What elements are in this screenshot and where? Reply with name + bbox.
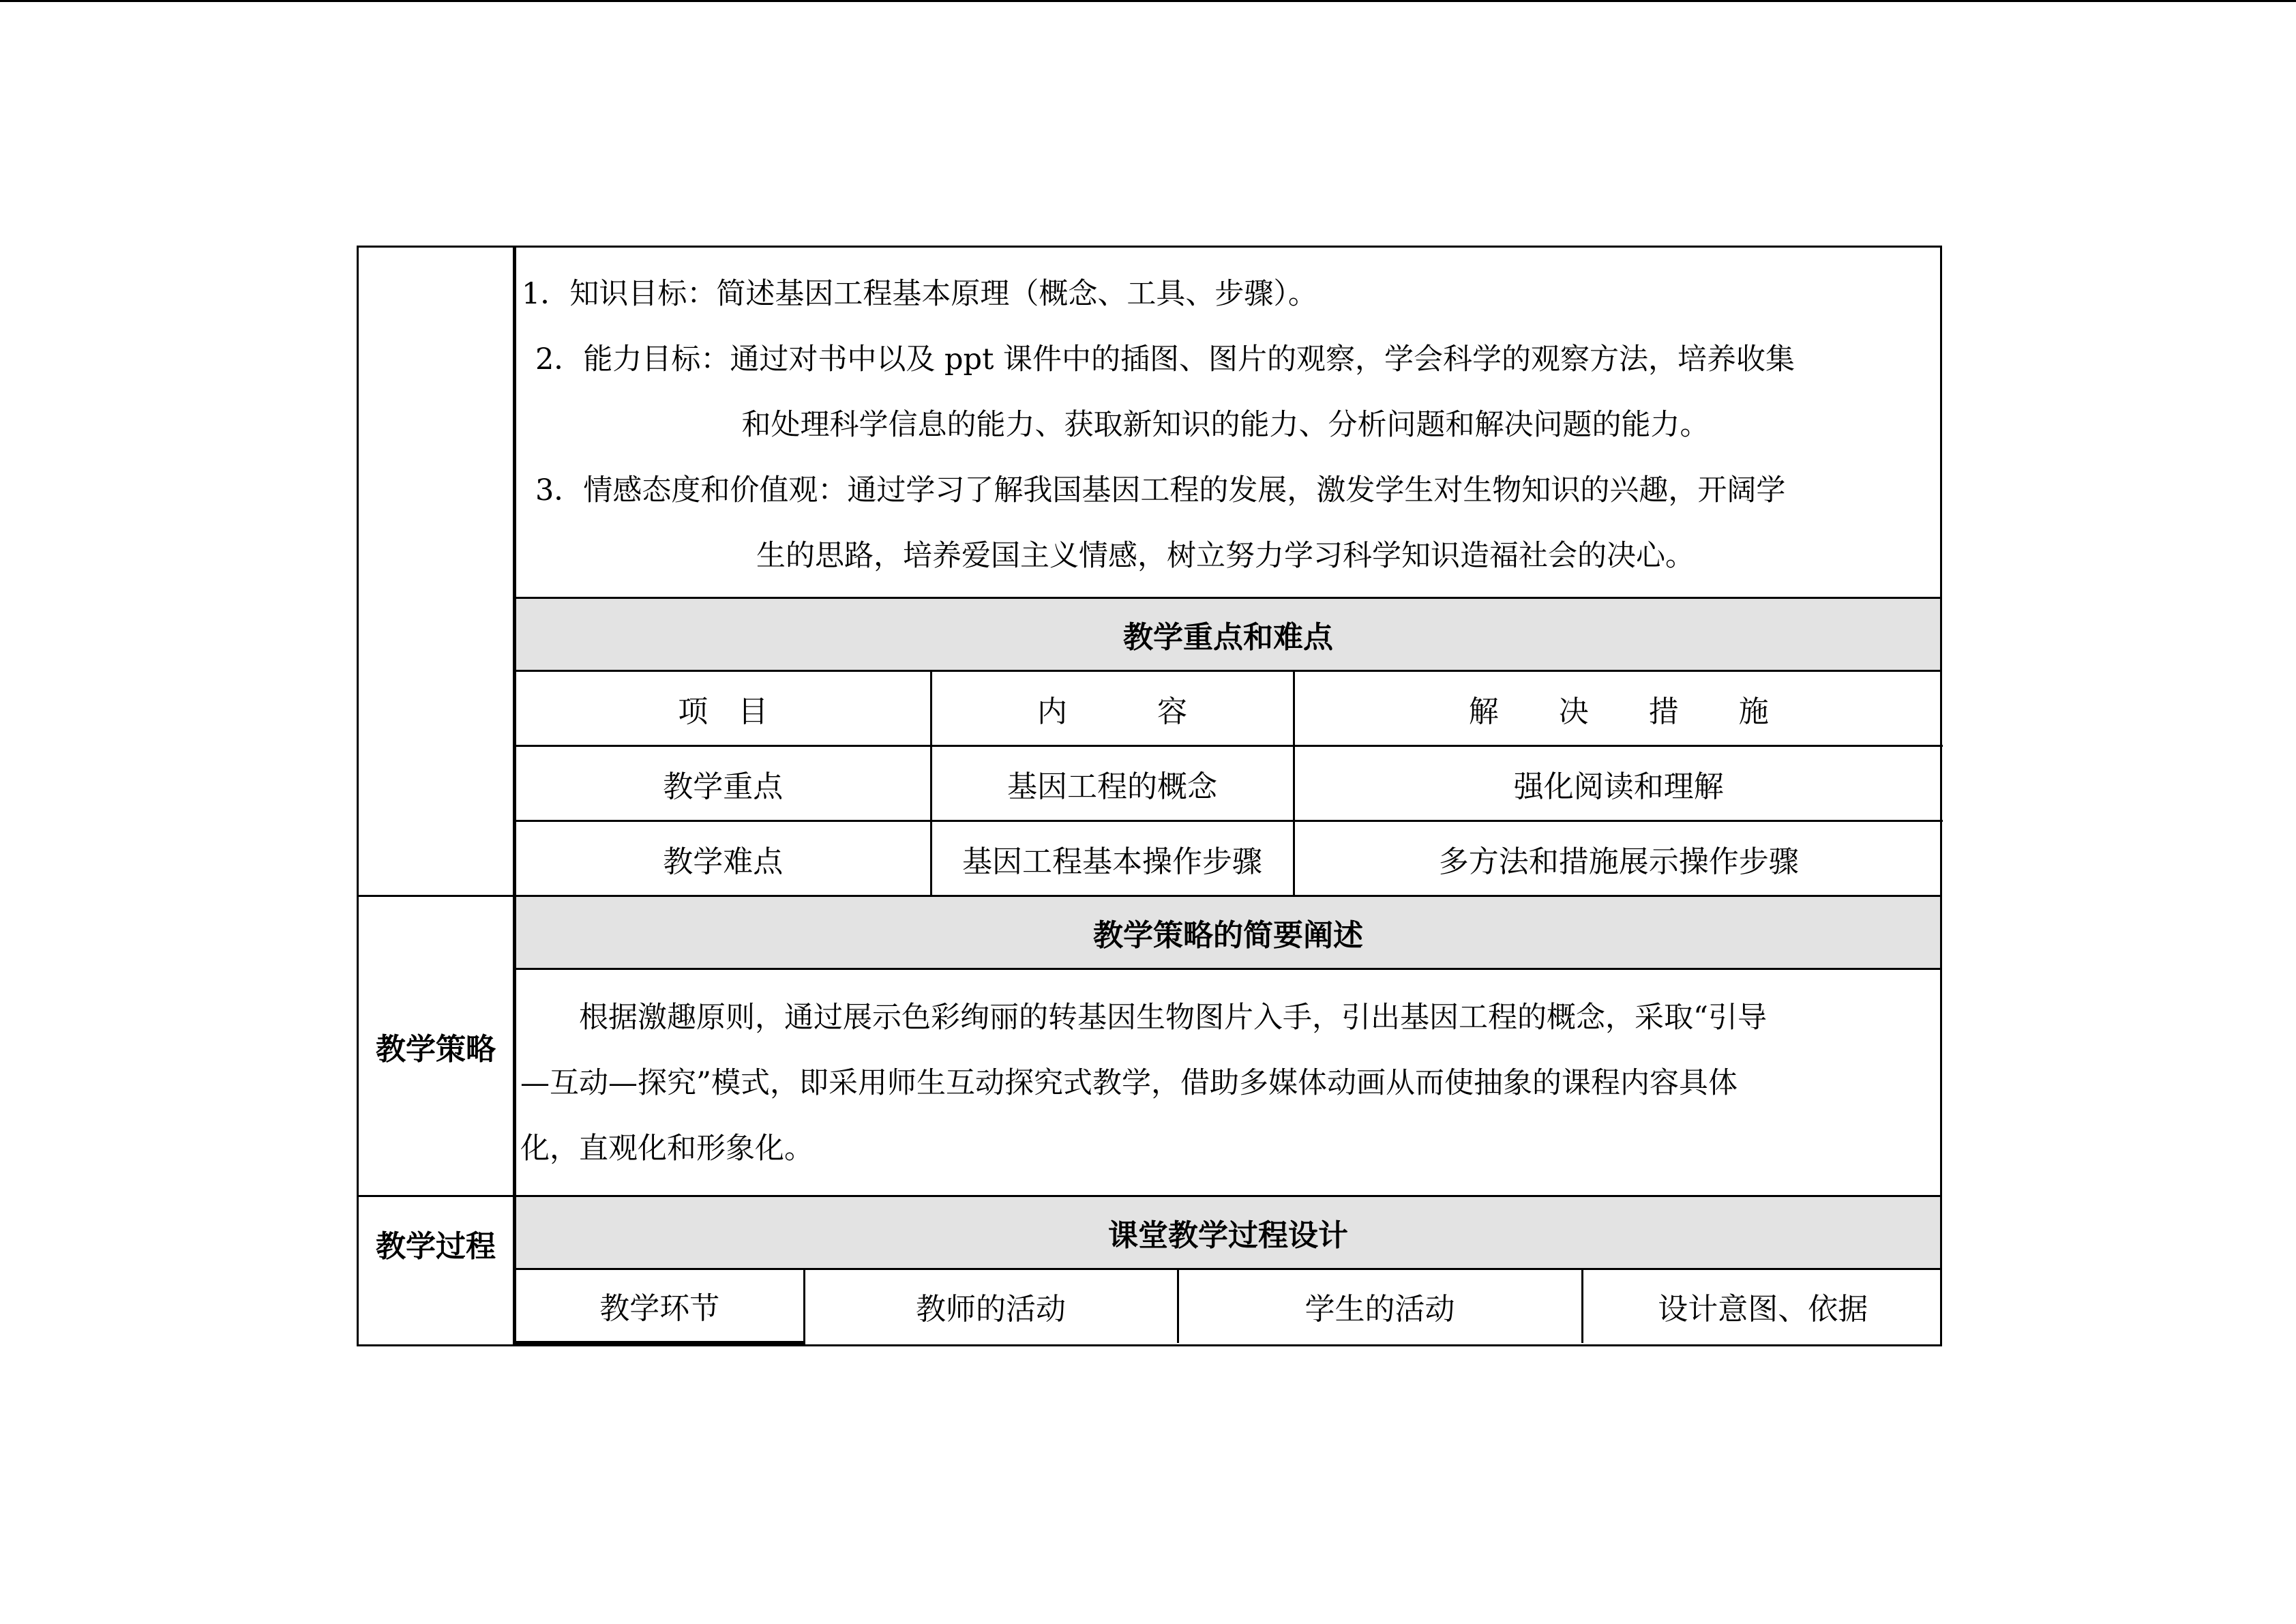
objective-ability-cont: 和处理科学信息的能力、获取新知识的能力、分析问题和解决问题的能力。 <box>741 408 1710 442</box>
column-header-content: 内 容 <box>931 672 1294 746</box>
column-header-stage: 教学环节 <box>516 1270 804 1343</box>
process-header: 课堂教学过程设计 <box>515 1196 1941 1269</box>
difficulty-measure: 多方法和措施展示操作步骤 <box>1438 844 1799 879</box>
objective-ability: 2．能力目标：通过对书中以及 ppt 课件中的插图、图片的观察，学会科学的观察方法，培养收集 <box>535 342 1795 377</box>
key-point-measure: 强化阅读和理解 <box>1294 746 1943 821</box>
objectives-label-cell <box>358 247 515 896</box>
process-columns-table <box>516 1270 1943 1344</box>
page-top-rule <box>0 0 2296 2</box>
strategy-line-1: 根据激趣原则，通过展示色彩绚丽的转基因生物图片入手，引出基因工程的概念，采取“引导 <box>520 1001 1767 1035</box>
key-point-content: 基因工程的概念 <box>931 746 1294 821</box>
key-points-table <box>516 672 1943 895</box>
table-row <box>516 746 1943 821</box>
column-header-student: 学生的活动 <box>1178 1270 1582 1343</box>
column-header-teacher: 教师的活动 <box>804 1270 1178 1343</box>
column-header-item: 项 目 <box>516 672 931 746</box>
key-points-header-row <box>516 672 1943 746</box>
lesson-plan-table <box>357 246 1942 1346</box>
strategy-text-cell <box>515 969 1941 1196</box>
strategy-line-3: 化，直观化和形象化。 <box>520 1132 814 1166</box>
process-header-row <box>516 1270 1943 1343</box>
objectives-row <box>358 247 1941 598</box>
objective-attitude: 3．情感态度和价值观：通过学习了解我国基因工程的发展，激发学生对生物知识的兴趣，开阔学 <box>535 473 1786 507</box>
column-header-measures: 解 决 措 施 <box>1294 672 1943 746</box>
key-points-table-cell <box>515 671 1941 896</box>
process-label: 教学过程 <box>358 1196 515 1346</box>
objective-knowledge: 1．知识目标：简述基因工程基本原理（概念、工具、步骤）。 <box>522 277 1317 311</box>
difficulty-content: 基因工程基本操作步骤 <box>931 821 1294 896</box>
objectives-cell <box>515 247 1941 598</box>
key-points-header: 教学重点和难点 <box>515 598 1941 671</box>
table-row <box>516 821 1943 896</box>
strategy-line-2: —互动—探究”模式，即采用师生互动探究式教学，借助多媒体动画从而使抽象的课程内容具体 <box>520 1066 1738 1100</box>
strategy-header: 教学策略的简要阐述 <box>515 896 1941 969</box>
process-columns-cell <box>515 1269 1941 1346</box>
difficulty-item: 教学难点 <box>516 821 931 896</box>
key-point-item: 教学重点 <box>516 746 931 821</box>
strategy-label: 教学策略 <box>358 896 515 1196</box>
objective-attitude-cont: 生的思路，培养爱国主义情感，树立努力学习科学知识造福社会的决心。 <box>756 539 1695 573</box>
column-header-intent: 设计意图、依据 <box>1658 1292 1868 1327</box>
